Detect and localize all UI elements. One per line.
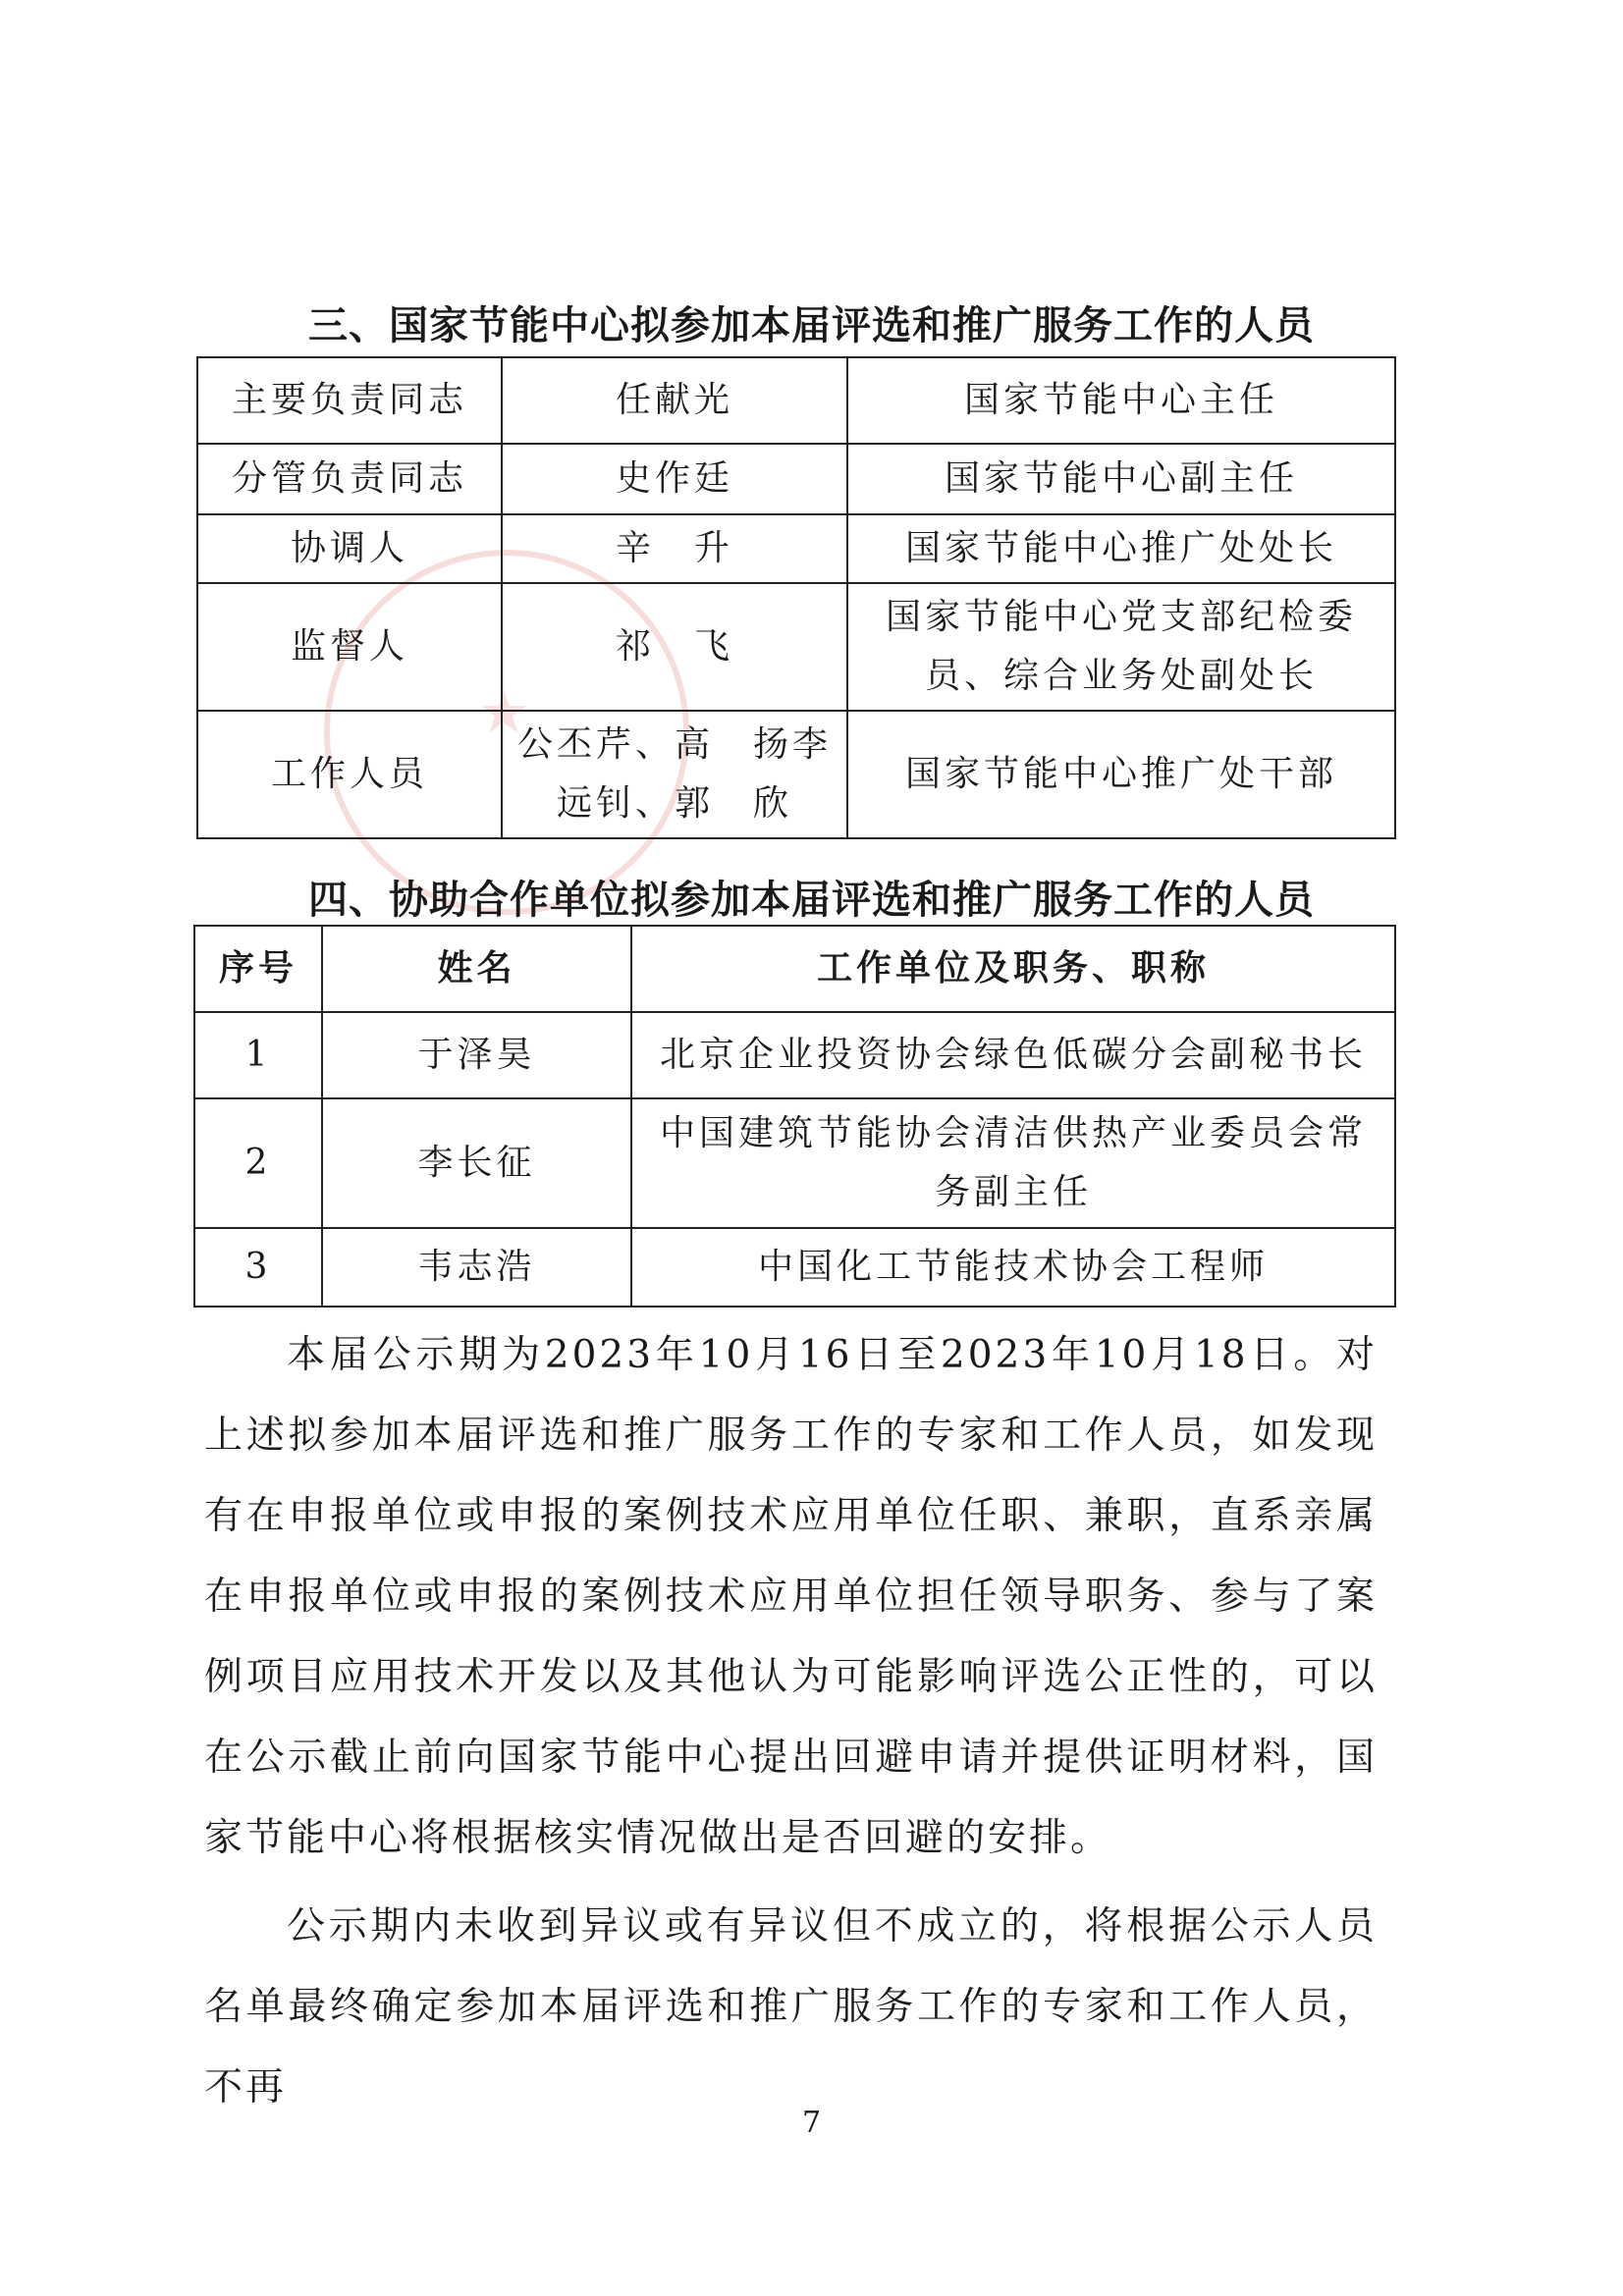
role-cell: 工作人员 bbox=[197, 711, 502, 838]
no-cell: 2 bbox=[194, 1098, 322, 1228]
name-cell: 韦志浩 bbox=[322, 1228, 631, 1307]
table-header-row bbox=[194, 926, 1395, 1012]
table-row bbox=[197, 444, 1395, 514]
staff-table bbox=[196, 356, 1396, 839]
header-name: 姓名 bbox=[322, 926, 631, 1012]
header-unit: 工作单位及职务、职称 bbox=[631, 926, 1395, 1012]
header-no: 序号 bbox=[194, 926, 322, 1012]
role-cell: 监督人 bbox=[197, 583, 502, 711]
notice-paragraph-continued: 公示期内未收到异议或有异议但不成立的，将根据公示人员名单最终确定参加本届评选和推广服务工作的专家和工作人员，不再 bbox=[204, 1904, 1378, 2109]
table-row bbox=[197, 357, 1395, 444]
section4-heading: 四、协助合作单位拟参加本届评选和推广服务工作的人员 bbox=[308, 878, 1315, 923]
unit-cell: 北京企业投资协会绿色低碳分会副秘书长 bbox=[631, 1012, 1395, 1098]
name-cell: 辛 升 bbox=[502, 514, 847, 583]
name-cell: 任献光 bbox=[502, 357, 847, 444]
title-cell: 国家节能中心副主任 bbox=[847, 444, 1395, 514]
name-cell: 史作廷 bbox=[502, 444, 847, 514]
title-cell: 国家节能中心党支部纪检委员、综合业务处副处长 bbox=[847, 583, 1395, 711]
no-cell: 3 bbox=[194, 1228, 322, 1307]
unit-cell: 中国建筑节能协会清洁供热产业委员会常务副主任 bbox=[631, 1098, 1395, 1228]
title-cell: 国家节能中心推广处处长 bbox=[847, 514, 1395, 583]
table-row bbox=[197, 583, 1395, 711]
table-row bbox=[194, 1098, 1395, 1228]
section3-heading: 三、国家节能中心拟参加本届评选和推广服务工作的人员 bbox=[308, 303, 1315, 348]
role-cell: 分管负责同志 bbox=[197, 444, 502, 514]
title-cell: 国家节能中心主任 bbox=[847, 357, 1395, 444]
unit-cell: 中国化工节能技术协会工程师 bbox=[631, 1228, 1395, 1307]
table-row bbox=[197, 711, 1395, 838]
name-cell: 于泽昊 bbox=[322, 1012, 631, 1098]
role-cell: 主要负责同志 bbox=[197, 357, 502, 444]
table-row bbox=[194, 1228, 1395, 1307]
no-cell: 1 bbox=[194, 1012, 322, 1098]
title-cell: 国家节能中心推广处干部 bbox=[847, 711, 1395, 838]
name-cell: 祁 飞 bbox=[502, 583, 847, 711]
name-cell: 公丕芹、高 扬李远钊、郭 欣 bbox=[502, 711, 847, 838]
notice-paragraph: 本届公示期为2023年10月16日至2023年10月18日。对上述拟参加本届评选和推广服务工作的专家和工作人员，如发现有在申报单位或申报的案例技术应用单位任职、兼职，直系亲属在申报单位或申报的案例技术应用单位担任领导职务、参与了案例项目应用技术开发以及其他认为可能影响评选公正性的，可以在公示截止前向国家节能中心提出回避申请并提供证明材料，国家节能中心将根据核实情况做出是否回避的安排。 bbox=[204, 1333, 1378, 1860]
table-row bbox=[194, 1012, 1395, 1098]
name-cell: 李长征 bbox=[322, 1098, 631, 1228]
page-number: 7 bbox=[801, 2106, 822, 2140]
seal-star-icon: ★ bbox=[477, 678, 530, 747]
table-row bbox=[197, 514, 1395, 583]
role-cell: 协调人 bbox=[197, 514, 502, 583]
partner-table bbox=[193, 925, 1396, 1308]
